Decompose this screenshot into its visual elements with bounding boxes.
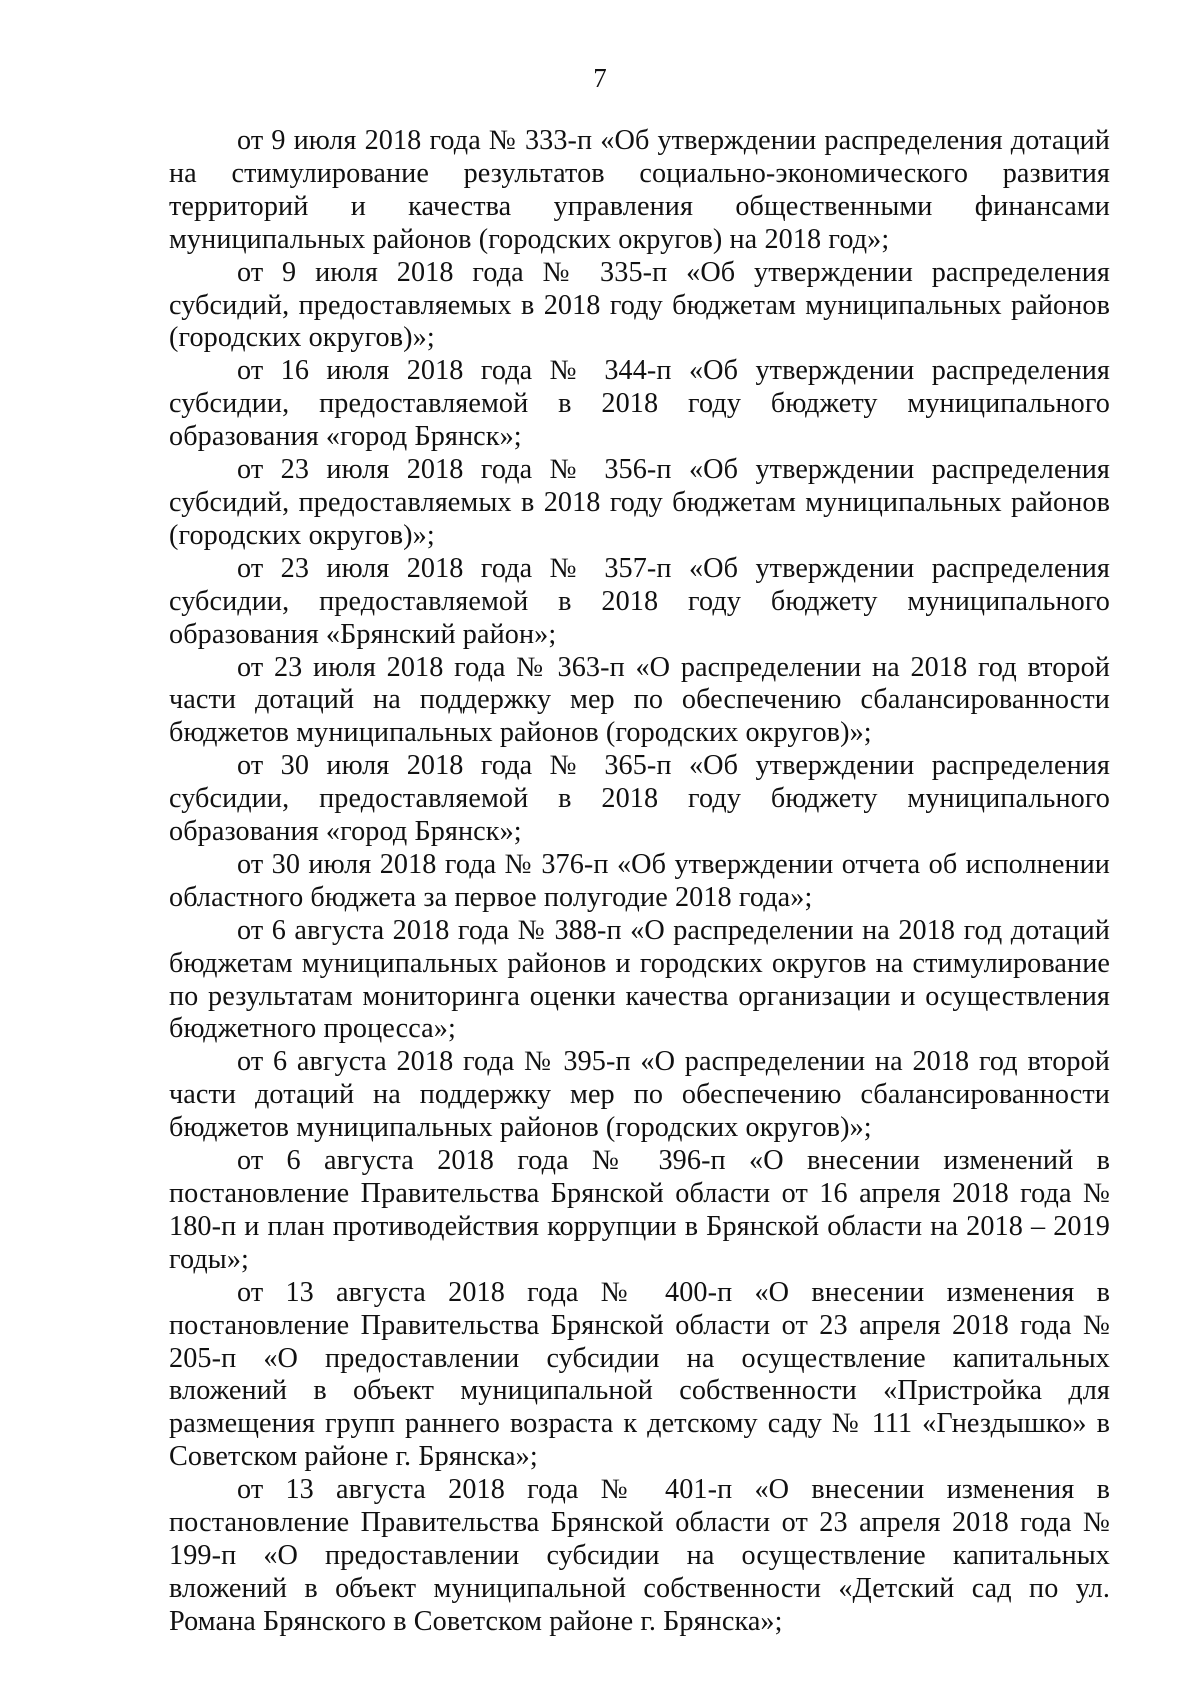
paragraph-resolution-335: от 9 июля 2018 года № 335-п «Об утверждении распределения субсидий, предоставляемых в 2018 году бюджетам муниципальных районов (городских округов)»; [169, 256, 1110, 354]
paragraph-resolution-400: от 13 августа 2018 года № 400-п «О внесении изменения в постановление Правительства Брянской области от 23 апреля 2018 года № 205-п «О предоставлении субсидии на осуществление капитальных вложений в объект муниципальной собственности «Пристройка для размещения групп раннего возраста к детскому саду № 111 «Гнездышко» в Советском районе г. Брянска»; [169, 1276, 1110, 1473]
paragraph-resolution-363: от 23 июля 2018 года № 363-п «О распределении на 2018 год второй части дотаций на поддержку мер по обеспечению сбалансированности бюджетов муниципальных районов (городских округов)»; [169, 651, 1110, 749]
paragraph-resolution-356: от 23 июля 2018 года № 356-п «Об утверждении распределения субсидий, предоставляемых в 2018 году бюджетам муниципальных районов (городских округов)»; [169, 454, 1110, 551]
paragraph-resolution-388: от 6 августа 2018 года № 388-п «О распределении на 2018 год дотаций бюджетам муниципальных районов и городских округов на стимулирование по результатам мониторинга оценки качества организации и осуществления бюджетного процесса»; [169, 914, 1110, 1045]
paragraph-resolution-401: от 13 августа 2018 года № 401-п «О внесении изменения в постановление Правительства Брянской области от 23 апреля 2018 года № 199-п «О предоставлении субсидии на осуществление капитальных вложений в объект муниципальной собственности «Детский сад по ул. Романа Брянского в Советском районе г. Брянска»; [169, 1474, 1110, 1637]
paragraph-resolution-376: от 30 июля 2018 года № 376-п «Об утверждении отчета об исполнении областного бюджета за первое полугодие 2018 года»; [169, 848, 1110, 913]
paragraph-resolution-344: от 16 июля 2018 года № 344-п «Об утверждении распределения субсидии, предоставляемой в 2018 году бюджету муниципального образования «город Брянск»; [169, 355, 1110, 453]
paragraph-resolution-395: от 6 августа 2018 года № 395-п «О распределении на 2018 год второй части дотаций на поддержку мер по обеспечению сбалансированности бюджетов муниципальных районов (городских округов)»; [169, 1046, 1110, 1144]
paragraph-resolution-396: от 6 августа 2018 года № 396-п «О внесении изменений в постановление Правительства Брянской области от 16 апреля 2018 года № 180-п и план противодействия коррупции в Брянской области на 2018 – 2019 годы»; [169, 1145, 1110, 1275]
paragraph-resolution-365: от 30 июля 2018 года № 365-п «Об утверждении распределения субсидии, предоставляемой в 2018 году бюджету муниципального образования «город Брянск»; [169, 750, 1110, 848]
paragraph-resolution-333: от 9 июля 2018 года № 333-п «Об утверждении распределения дотаций на стимулирование результатов социально-экономического развития территорий и качества управления общественными финансами муниципальных районов (городских округов) на 2018 год»; [169, 125, 1110, 255]
paragraph-resolution-357: от 23 июля 2018 года № 357-п «Об утверждении распределения субсидии, предоставляемой в 2018 году бюджету муниципального образования «Брянский район»; [169, 552, 1110, 650]
page-number: 7 [593, 63, 607, 93]
document-body [169, 125, 1110, 1639]
